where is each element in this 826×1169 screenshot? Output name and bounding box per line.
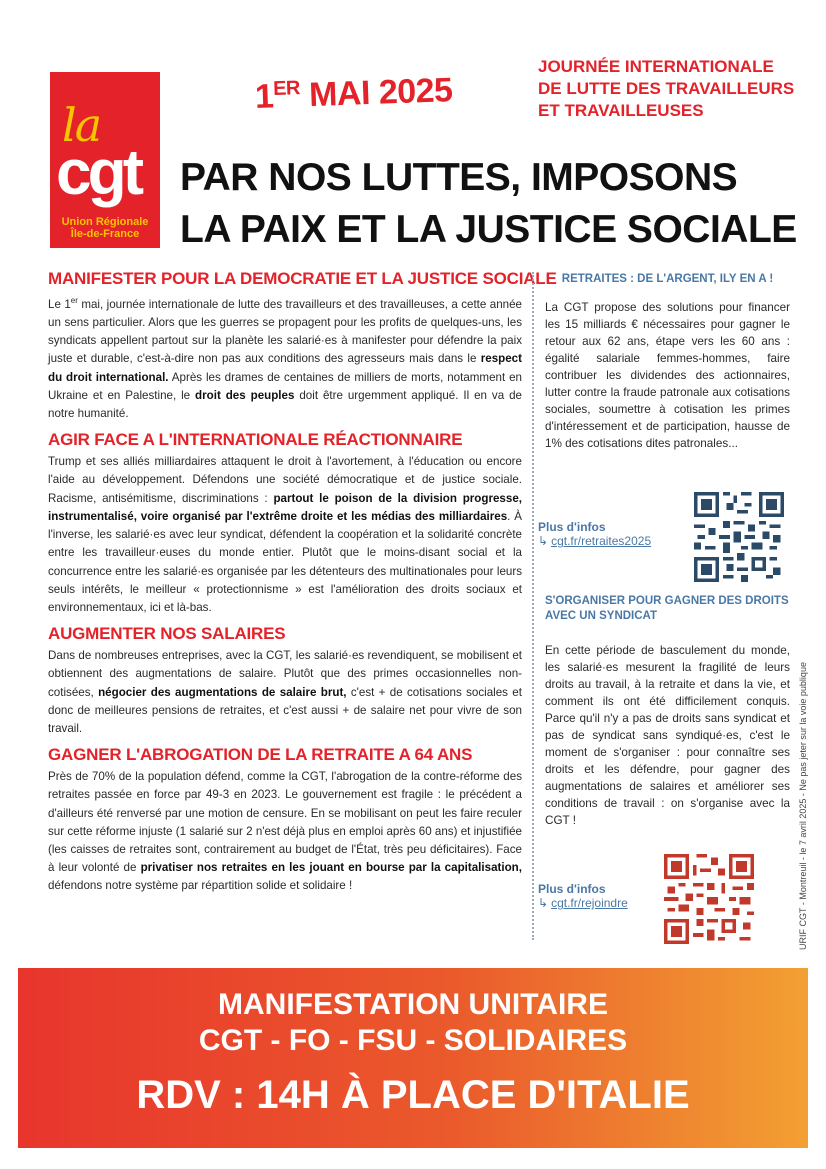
plus-infos-label-2: Plus d'infos xyxy=(538,882,606,896)
sidebar xyxy=(545,272,790,452)
logo-subtitle-line1: Union Régionale xyxy=(61,216,149,228)
banner-line1: MANIFESTATION UNITAIRE xyxy=(218,988,608,1021)
column-divider xyxy=(532,272,534,940)
sidebar-title-organiser xyxy=(545,594,790,624)
qr-code-rejoindre[interactable] xyxy=(664,854,754,944)
date-number: 1 xyxy=(254,77,275,116)
section-text-internationale: Trump et ses alliés milliardaires attaquent le droit à l'avortement, à l'éducation ou encore l'aide au développement. Défendons une société démocratique et de justice sociale. Racisme, antisémitisme, discriminations : partout le poison de la division progresse, instrumentalisé, voire organisé par l'extrême droite et les médias des milliardaires. À l'inverse, les salarié·es avec leur syndicat, défendent la coopération et la solidarité concrète entre les travailleur·euses du monde entier. Plutôt que le moins-disant social et la concurrence entre les salarié·es organisée par les détenteurs des multinationales pour leurs seuls intérêts, le meilleur « protectionnisme » est l'amélioration des droits sociaux et environnementaux, ici et là-bas. xyxy=(48,455,522,614)
section-title-internationale: AGIR FACE A L'INTERNATIONALE RÉACTIONNAIRE xyxy=(48,430,463,450)
sidebar-text-retraites: La CGT propose des solutions pour financer les 15 milliards € nécessaires pour gagner le retour aux 62 ans, étape vers les 60 ans : égalité salariale femmes-hommes, faire contribuer les dividendes des actionnaires, lutter contre la fraude patronale aux cotisations sociales, soumettre à cotisation les primes d'intéressement et de participation, hausse de 1% des cotisations dites patronales... xyxy=(545,301,790,450)
section-text-salaires: Dans de nombreuses entreprises, avec la CGT, les salarié·es revendiquent, se mobilisent et obtiennent des augmentations de salaire. Plutôt que des primes occasionnelles non-cotisées, négocier des augmentations de salaire brut, c'est + de cotisations sociales et donc de meilleures pensions de retraites, et c'est aussi + de salaire net pour vivre de son travail. xyxy=(48,649,522,735)
title-line1: PAR NOS LUTTES, IMPOSONS xyxy=(180,156,738,199)
link-rejoindre[interactable]: ↳ cgt.fr/rejoindre xyxy=(538,896,628,910)
main-column xyxy=(48,268,557,902)
title-line2: LA PAIX ET LA JUSTICE SOCIALE xyxy=(180,208,797,251)
journee-subtitle xyxy=(538,56,795,122)
section-title-democratie: MANIFESTER POUR LA DEMOCRATIE ET LA JUSTICE SOCIALE xyxy=(48,269,557,288)
date-sup: ER xyxy=(272,77,301,101)
section-title-salaires: AUGMENTER NOS SALAIRES xyxy=(48,624,286,644)
sidebar-infos-rejoindre xyxy=(538,882,628,910)
sidebar-title-organiser-line1: S'ORGANISER POUR GAGNER DES DROITS xyxy=(545,595,789,607)
event-banner xyxy=(18,968,808,1148)
logo-cgt: cgt xyxy=(56,136,140,208)
logo-subtitle xyxy=(50,216,160,240)
banner-line3: RDV : 14H À PLACE D'ITALIE xyxy=(136,1073,690,1117)
link-arrow-icon-2: ↳ xyxy=(538,896,549,910)
section-text-democratie: Le 1er mai, journée internationale de lutte des travailleurs et des travailleuses, a cette année un sens particulier. Alors que les guerres se propagent pour les profits de quelques-uns, les syndicats appellent partout sur la planète les salarié·es à manifester pour défendre la paix juste et durable, c'est-à-dire non pas aux conditions des agresseurs mais dans le respect du droit international. Après les drames de centaines de milliers de morts, notamment en Ukraine et en Palestine, le droit des peuples doit être urgemment appliqué. Il en va de notre humanité. xyxy=(48,296,523,421)
section-title-retraite: GAGNER L'ABROGATION DE LA RETRAITE A 64 ANS xyxy=(48,745,473,765)
journee-line3: ET TRAVAILLEUSES xyxy=(538,101,704,120)
qr-code-retraites[interactable] xyxy=(694,492,784,582)
legal-side-note: URIF CGT - Montreuil - le 7 avril 2025 - Ne pas jeter sur la voie publique xyxy=(798,662,808,950)
sidebar-infos-retraites xyxy=(538,520,651,548)
sidebar-title-retraites: RETRAITES : DE L'ARGENT, ILY EN A ! xyxy=(561,273,774,285)
logo-subtitle-line2: Île-de-France xyxy=(70,228,140,241)
link-retraites[interactable]: ↳ cgt.fr/retraites2025 xyxy=(538,534,652,548)
date-rest: MAI 2025 xyxy=(308,71,454,115)
sidebar-text-organiser: En cette période de basculement du monde, les salarié·es mesurent la fragilité de leurs droits au travail, à la retraite et dans la vie, et comment ils ont été difficilement conquis. Parce qu'il n'y a pas de droits sans syndicat et pas de syndicat sans syndiqué·es, c'est le moment de s'organiser : pour connaître ses droits et les défendre, pour gagner des augmentations de salaires et améliorer ses conditions de travail : on s'organise avec la CGT ! xyxy=(545,644,790,827)
section-text-retraite: Près de 70% de la population défend, comme la CGT, l'abrogation de la contre-réforme des retraites passée en force par 49-3 en 2023. Le gouvernement est fragile : le précédent a d'ailleurs été renversé par une motion de censure. En se mobilisant on peut les faire reculer sur cette réforme injuste (1 salarié sur 2 n'est déjà plus en emploi après 60 ans) et injustifiée (les caisses de retraites sont, contrairement au budget de l'État, très peu déficitaires). Face à leur volonté de privatiser nos retraites en les jouant en bourse par la capitalisation, défendons notre système par répartition solide et solidaire ! xyxy=(48,770,522,893)
journee-line2: DE LUTTE DES TRAVAILLEURS xyxy=(538,79,795,98)
page-title xyxy=(180,152,797,256)
link-arrow-icon: ↳ xyxy=(538,534,549,548)
sidebar-organiser xyxy=(545,594,790,829)
banner-line2: CGT - FO - FSU - SOLIDAIRES xyxy=(198,1024,628,1057)
logo-la: la xyxy=(62,98,101,152)
cgt-logo xyxy=(50,72,160,248)
event-date xyxy=(254,71,453,117)
journee-line1: JOURNÉE INTERNATIONALE xyxy=(538,57,774,76)
plus-infos-label: Plus d'infos xyxy=(538,520,606,534)
sidebar-title-organiser-line2: AVEC UN SYNDICAT xyxy=(545,610,658,622)
